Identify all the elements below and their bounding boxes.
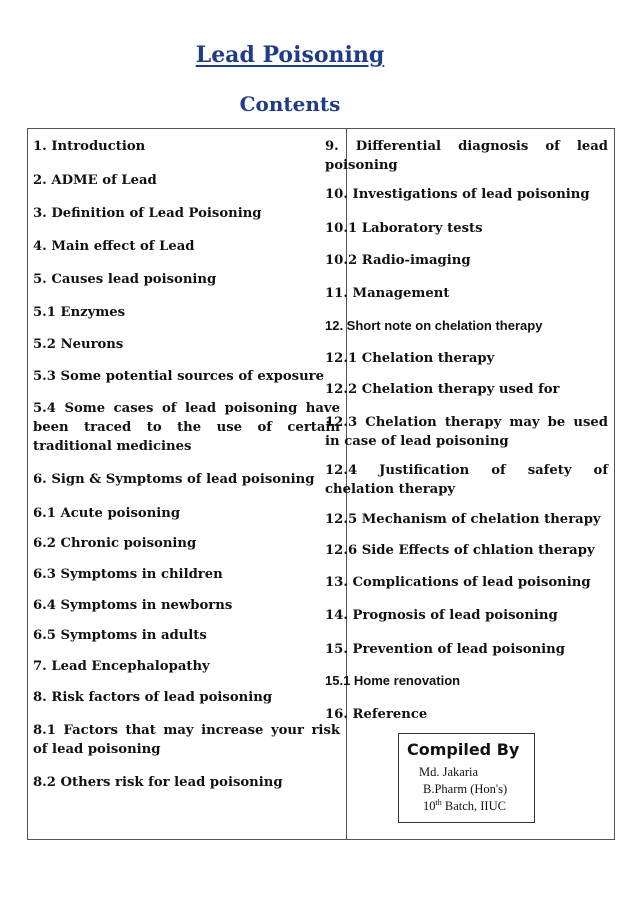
toc-item: 8.1 Factors that may increase your risk of lead poisoning xyxy=(33,723,340,757)
toc-item: 8.2 Others risk for lead poisoning xyxy=(33,775,283,790)
toc-item: 11. Management xyxy=(325,286,450,301)
compiler-batch xyxy=(423,798,506,814)
batch-ordinal: th xyxy=(435,798,442,807)
contents-heading: Contents xyxy=(239,92,341,116)
toc-item: 4. Main effect of Lead xyxy=(33,239,195,254)
toc-item: 6.5 Symptoms in adults xyxy=(33,628,207,643)
toc-item: 5. Causes lead poisoning xyxy=(33,272,217,287)
document-title: Lead Poisoning xyxy=(195,42,385,68)
toc-item: 15.1 Home renovation xyxy=(325,673,461,688)
toc-item: 10. Investigations of lead poisoning xyxy=(325,187,590,202)
batch-number: 10 xyxy=(423,799,436,814)
toc-item: 16. Reference xyxy=(325,707,428,722)
toc-item: 6.3 Symptoms in children xyxy=(33,567,223,582)
toc-item: 14. Prognosis of lead poisoning xyxy=(325,608,558,623)
toc-item: 12.3 Chelation therapy may be used in case of lead poisoning xyxy=(325,415,608,449)
toc-item: 12. Short note on chelation therapy xyxy=(325,318,543,333)
toc-item: 13. Complications of lead poisoning xyxy=(325,575,591,590)
toc-item: 6.4 Symptoms in newborns xyxy=(33,598,233,613)
toc-item: 12.6 Side Effects of chlation therapy xyxy=(325,543,595,558)
toc-item: 6.1 Acute poisoning xyxy=(33,506,181,521)
toc-item: 9. Differential diagnosis of lead poisoning xyxy=(325,139,608,173)
compiler-name: Md. Jakaria xyxy=(419,765,479,779)
toc-item: 10.2 Radio-imaging xyxy=(325,253,471,268)
toc-item: 1. Introduction xyxy=(33,139,146,154)
compiled-by-heading: Compiled By xyxy=(407,740,520,759)
toc-item: 10.1 Laboratory tests xyxy=(325,221,483,236)
toc-item: 5.1 Enzymes xyxy=(33,305,126,320)
toc-item: 12.2 Chelation therapy used for xyxy=(325,382,560,397)
toc-item: 2. ADME of Lead xyxy=(33,173,157,188)
toc-item: 6.2 Chronic poisoning xyxy=(33,536,197,551)
toc-item: 7. Lead Encephalopathy xyxy=(33,659,210,674)
toc-item: 5.4 Some cases of lead poisoning have been traced to the use of certain traditional medicines xyxy=(33,401,340,454)
compiled-by-box xyxy=(398,733,535,823)
toc-item: 3. Definition of Lead Poisoning xyxy=(33,206,262,221)
contents-table xyxy=(27,128,615,840)
toc-item: 12.1 Chelation therapy xyxy=(325,351,495,366)
toc-item: 8. Risk factors of lead poisoning xyxy=(33,690,273,705)
batch-text: Batch, IIUC xyxy=(441,799,506,814)
toc-item: 5.2 Neurons xyxy=(33,337,124,352)
toc-item: 12.5 Mechanism of chelation therapy xyxy=(325,512,601,527)
toc-item: 12.4 Justification of safety of chelation therapy xyxy=(325,463,608,497)
compiler-degree: B.Pharm (Hon's) xyxy=(423,782,508,796)
toc-item: 5.3 Some potential sources of exposure xyxy=(33,369,324,384)
toc-item: 15. Prevention of lead poisoning xyxy=(325,642,565,657)
toc-item: 6. Sign & Symptoms of lead poisoning xyxy=(33,472,315,487)
